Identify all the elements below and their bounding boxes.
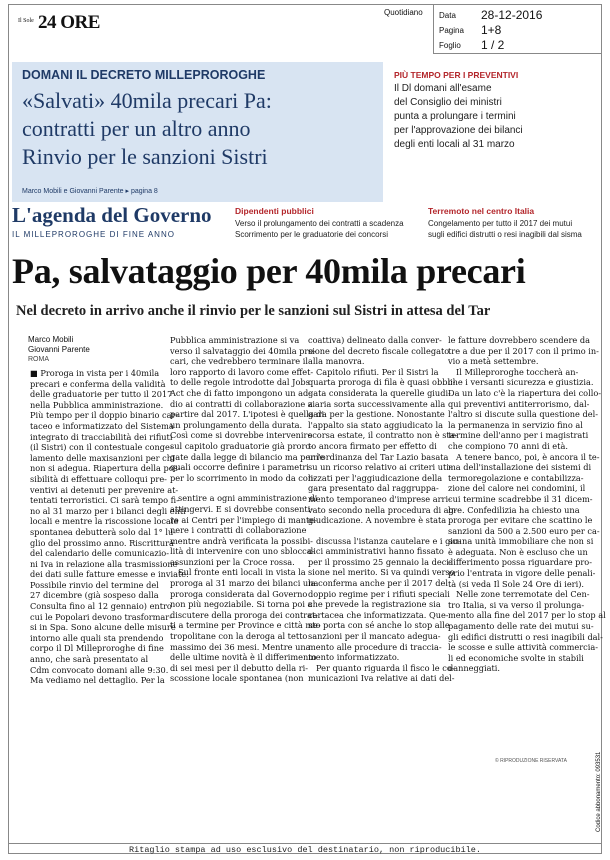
article-line: lizzati per l'aggiudicazione della [308, 472, 443, 483]
author: Marco Mobili [28, 335, 74, 344]
article-line: differimento possa riguardare pro- [448, 557, 592, 568]
article-line: dio ai contratti di collaborazione a [170, 398, 313, 409]
article-line: cui termine scadrebbe il 31 dicem- [448, 493, 593, 504]
article-line: tro Italia, si va verso il prolunga- [448, 599, 585, 610]
meta-date-label: Data [439, 11, 456, 20]
article-line: vato secondo nella procedura di ag- [308, 504, 457, 515]
article-line: dei dati sulle fatture emesse e inviate. [30, 569, 189, 580]
article-line: to ancora firmato per effetto di [308, 440, 437, 451]
meta-box [433, 4, 602, 54]
article-line: taceo e informatizzato del Sistema [30, 420, 174, 431]
article-line: integrato di tracciabilità dei rifiuti [30, 431, 173, 442]
article-line: delle graduatorie per tutto il 2017 [30, 389, 173, 400]
article-line: Consulta fino al 12 gennaio) entro [30, 601, 172, 612]
article-line: municazioni Iva relative ai dati del- [308, 673, 455, 684]
article-line: lamento delle maxisanzioni per chi [30, 452, 175, 463]
agenda-kicker: Dipendenti pubblici [235, 206, 314, 216]
footer-divider [8, 843, 602, 844]
article-line: Pubblica amministrazione si va [170, 335, 300, 345]
article-line: coattiva) delineato dalla conver- [308, 335, 442, 345]
article-column-3 [308, 335, 462, 684]
meta-date [439, 8, 543, 22]
side-line: degli enti locali al 31 marzo [394, 139, 515, 150]
article-line: che compiono 70 anni di età. [448, 440, 568, 451]
article-line: ti a termine per Province e città me- [170, 620, 321, 631]
article-line: sanzioni da 500 a 2.500 euro per ca- [448, 525, 600, 536]
article-column-2 [170, 335, 325, 684]
article-line: intorno alle quali sta prendendo [30, 632, 164, 643]
article-line: tentati terroristici. Ci sarà tempo fi- [30, 495, 179, 506]
side-line: punta a prolungare i termini [394, 111, 516, 122]
box-headline-line: contratti per un altro anno [22, 116, 251, 141]
article-line: gara presentato dal raggruppa- [308, 483, 439, 494]
agenda-column [428, 206, 582, 240]
article-line: quali occorre definire i parametri [170, 462, 309, 473]
article-line: Possibile rinvio del termine del [30, 579, 159, 590]
article-line: su un ricorso relativo ai criteri uti- [308, 462, 452, 473]
agenda-subtitle: IL MILLEPROROGHE DI FINE ANNO [12, 230, 175, 239]
article-line: assunzioni per la Croce rossa. [170, 556, 295, 567]
article-line: partire dal 2017. L'ipotesi è quella di [170, 409, 325, 420]
article-line: ■ Proroga in vista per i 40mila [30, 368, 160, 378]
side-text [394, 82, 594, 152]
article-line: sentire a ogni amministrazione di [178, 493, 318, 504]
article-line: per lo scorrimento in modo da con- [170, 472, 316, 483]
article-line: delle ultime novità è il differimento [170, 652, 317, 663]
logo-big: 24 ORE [38, 12, 100, 33]
article-line: Sul fronte enti locali in vista la [178, 567, 306, 578]
article-line: tre a due per il 2017 con il primo in- [448, 345, 599, 356]
rights-notice: © RIPRODUZIONE RISERVATA [495, 758, 567, 764]
article-line: mento informatizzato. [308, 652, 400, 663]
article-line: proroga per evitare che scattino le [448, 515, 593, 526]
article-line: massimo dei 36 mesi. Mentre una [170, 641, 311, 652]
article-line: Act che di fatto impongono un ad- [170, 387, 312, 398]
article-line: vio a metà settembre. [448, 356, 539, 367]
front-page-box [12, 62, 383, 202]
article-line: anno, che sarà presentato al [30, 654, 149, 665]
article-line: corpo il Dl Milleproroghe di fine [30, 643, 164, 654]
article-line: del calendario delle comunicazio- [30, 548, 170, 559]
article-line: discutere della proroga dei contrat- [170, 609, 319, 620]
article-line: non si adegua. Riapertura della pos- [30, 463, 181, 474]
main-subheadline: Nel decreto in arrivo anche il rinvio per le sanzioni sul Sistri in attesa del Tar [16, 303, 491, 319]
article-line: doppio regime per i rifiuti speciali [308, 588, 450, 599]
article-line: Da un lato c'è la riapertura dei collo- [448, 387, 602, 398]
article-line: sione nel merito. Si va quindi verso [308, 567, 455, 578]
meta-sheet-label: Foglio [439, 41, 461, 50]
box-kicker: DOMANI IL DECRETO MILLEPROROGHE [22, 68, 266, 82]
meta-page [439, 23, 502, 37]
article-line: ziaria sorta successivamente alla [308, 398, 446, 409]
article-line: dici amministrativi hanno fissato [308, 546, 444, 557]
article-line: (il Sistri) con il contestuale conge- [30, 442, 173, 453]
publication-type: Quotidiano [384, 8, 423, 17]
article-line: ni Iva in relazione alla trasmissione [30, 558, 178, 569]
article-line: A tenere banco, poi, è ancora il te- [456, 451, 600, 462]
article-line: mentre andrà verificata la possibi- [170, 535, 313, 546]
meta-date-value: 28-12-2016 [481, 8, 543, 22]
article-line: gata considerata la querelle giudi- [308, 387, 451, 398]
article-line: cui le Popolari devono trasformar- [30, 611, 172, 622]
box-headline-line: Rinvio per le sanzioni Sistri [22, 144, 268, 169]
side-kicker: PIÙ TEMPO PER I PREVENTIVI [394, 70, 519, 80]
meta-page-label: Pagina [439, 26, 464, 35]
meta-sheet-value: 1 / 2 [481, 38, 505, 52]
article-line: loro rapporto di lavoro come effet- [170, 366, 314, 377]
side-line: per l'approvazione dei bilanci [394, 125, 523, 136]
article-line: termine dell'anno per i magistrati [448, 430, 589, 441]
article-line: nere i contratti di collaborazione [170, 525, 307, 536]
article-line: discussa l'istanza cautelare e i giu- [316, 535, 462, 546]
logo-small: Il Sole [18, 18, 34, 24]
article-line: sione del decreto fiscale collegato [308, 345, 450, 356]
article-line: spontanea debutterà solo dal 1° lu- [30, 526, 177, 537]
article-line: cari, che vedrebbero terminare il [170, 356, 308, 367]
article-line: scorsa estate, il contratto non è sta- [308, 430, 458, 441]
article-line: verso il salvataggio dei 40mila pre- [170, 345, 316, 356]
article-line: gli edifici distrutti o resi inagibili dal- [448, 631, 603, 642]
agenda-kicker: Terremoto nel centro Italia [428, 206, 535, 216]
article-line: di sei mesi per il debutto della ri- [170, 662, 309, 673]
article-line: qui preventivi antiterrorismo, dal- [448, 398, 590, 409]
side-line: del Consiglio dei ministri [394, 97, 502, 108]
article-line: un prolungamento della durata. [170, 419, 303, 430]
dateline-location: ROMA [28, 356, 49, 363]
agenda-line: sugli edifici distrutti o resi inagibili dal sisma [428, 230, 582, 239]
article-line: zione del calore nei condomini, il [448, 483, 586, 494]
article-line: cartacea che informatizzata. Que- [308, 609, 449, 620]
article-line: Ma vediamo nel dettaglio. Per la [30, 675, 165, 686]
article-line: ma dell'installazione dei sistemi di [448, 462, 592, 473]
article-line: le scosse e sulle attività commercia- [448, 642, 598, 653]
article-line: scossione locale spontanea (non [170, 673, 304, 684]
agenda-line: Congelamento per tutto il 2017 dei mutui [428, 219, 573, 228]
article-line: prio l'entrata in vigore delle penali- [448, 568, 596, 579]
article-line: mento temporaneo d'imprese arri- [308, 493, 451, 504]
article-line: Nelle zone terremotate del Cen- [456, 589, 590, 600]
article-line: nella Pubblica amministrazione. [30, 399, 164, 410]
article-line: quarta proroga di fila è quasi obbli- [308, 377, 456, 388]
article-line: la conferma anche per il 2017 del [308, 578, 448, 589]
article-line: alla manovra. [308, 356, 365, 367]
article-line: gara per la gestione. Nonostante [308, 409, 445, 420]
agenda-title: L'agenda del Governo [12, 203, 212, 227]
article-line: tropolitane con la deroga al tetto [170, 631, 308, 642]
article-line: no al 31 marzo per i bilanci degli enti [30, 505, 186, 516]
article-line: Più tempo per il doppio binario car- [30, 410, 179, 421]
article-line: precari e conferma della validità [30, 378, 166, 389]
article-line: le fatture dovrebbero scendere da [448, 335, 590, 345]
article-column-1 [30, 368, 189, 686]
article-line: attingervi. E si dovrebbe consenti- [170, 503, 314, 514]
article-line: si in Spa. Sono alcune delle misure [30, 622, 176, 633]
article-line: lità di intervenire con uno sblocca- [170, 546, 315, 557]
article-line: la permanenza in servizio fino al [448, 419, 583, 430]
agenda-line: Verso il prolungamento dei contratti a scadenza [235, 219, 404, 228]
subscription-code: Codice abbonamento: 093531 [596, 751, 602, 832]
article-line: termoregolazione e contabilizza- [448, 472, 584, 483]
article-line: to delle regole introdotte dal Jobs [170, 377, 310, 388]
article-line: locali e mentre la riscossione locale [30, 516, 179, 527]
article-line: giudicazione. A novembre è stata [308, 515, 447, 526]
article-line: sibilità di effettuare colloqui pre- [30, 473, 167, 484]
article-byline [28, 335, 90, 365]
article-line: scuna unità immobiliare che non si [448, 536, 594, 547]
article-line: proroga al 31 marzo dei bilanci una [170, 578, 319, 589]
article-line: Capitolo rifiuti. Per il Sistri la [316, 366, 439, 377]
agenda-column [235, 206, 404, 240]
box-byline: Marco Mobili e Giovanni Parente ▸ pagina 8 [22, 188, 158, 195]
article-line: gate dalla legge di bilancio ma per le [170, 451, 325, 462]
article-line: Cdm convocato domani alle 9:30. [30, 664, 169, 675]
article-line: l'appalto sia stato aggiudicato la [308, 419, 443, 430]
article-line: li ed economiche svolte in stabili [448, 652, 584, 663]
article-line: un'ordinanza del Tar Lazio basata [308, 451, 449, 462]
article-line: sanzioni per il mancato adegua- [308, 631, 441, 642]
box-headline-line: «Salvati» 40mila precari Pa: [22, 88, 272, 113]
article-line: mento alle procedure di traccia- [308, 641, 442, 652]
meta-page-value: 1+8 [481, 23, 502, 37]
article-line: che prevede la registrazione sia [308, 599, 441, 610]
article-line: Il Milleproroghe toccherà an- [456, 366, 579, 377]
author: Giovanni Parente [28, 345, 90, 354]
article-line: pagamento delle rate dei mutui su- [448, 621, 594, 632]
article-line: sul capitolo graduatorie già proro- [170, 440, 314, 451]
article-line: non più negoziabile. Si torna poi a [170, 599, 313, 610]
article-line: tà (si veda Il Sole 24 Ore di ieri). [448, 578, 584, 589]
article-line: proroga considerata dal Governo [170, 588, 308, 599]
article-line: che i versanti sicurezza e giustizia. [448, 377, 594, 388]
article-line: 27 dicembre (già sospeso dalla [30, 590, 159, 601]
clipping-notice: Ritaglio stampa ad uso esclusivo del destinatario, non riproducibile. [129, 845, 481, 855]
article-column-4 [448, 335, 606, 674]
article-line: ventivi ai detenuti per prevenire at- [30, 484, 179, 495]
article-line: re ai Centri per l'impiego di mante- [170, 514, 317, 525]
article-line: per il prossimo 25 gennaio la deci- [308, 556, 452, 567]
article-line: Così come si dovrebbe intervenire [170, 430, 313, 441]
article-line: sto porta con sé anche lo stop alle [308, 620, 450, 631]
article-line: mento alla fine del 2017 per lo stop al [448, 610, 606, 621]
article-line: Per quanto riguarda il fisco le co- [316, 662, 455, 673]
main-headline: Pa, salvataggio per 40mila precari [12, 251, 526, 291]
article-line: glio del prossimo anno. Riscrittura [30, 537, 174, 548]
article-line: l'altro si discute sulla questione del- [448, 409, 598, 420]
article-line: bre. Confedilizia ha chiesto una [448, 504, 580, 515]
agenda-line: Scorrimento per le graduatorie dei concorsi [235, 230, 388, 239]
article-line: è adeguata. Non è escluso che un [448, 546, 588, 557]
article-line: danneggiati. [448, 663, 501, 674]
side-line: Il Dl domani all'esame [394, 83, 492, 94]
meta-sheet [439, 38, 505, 52]
